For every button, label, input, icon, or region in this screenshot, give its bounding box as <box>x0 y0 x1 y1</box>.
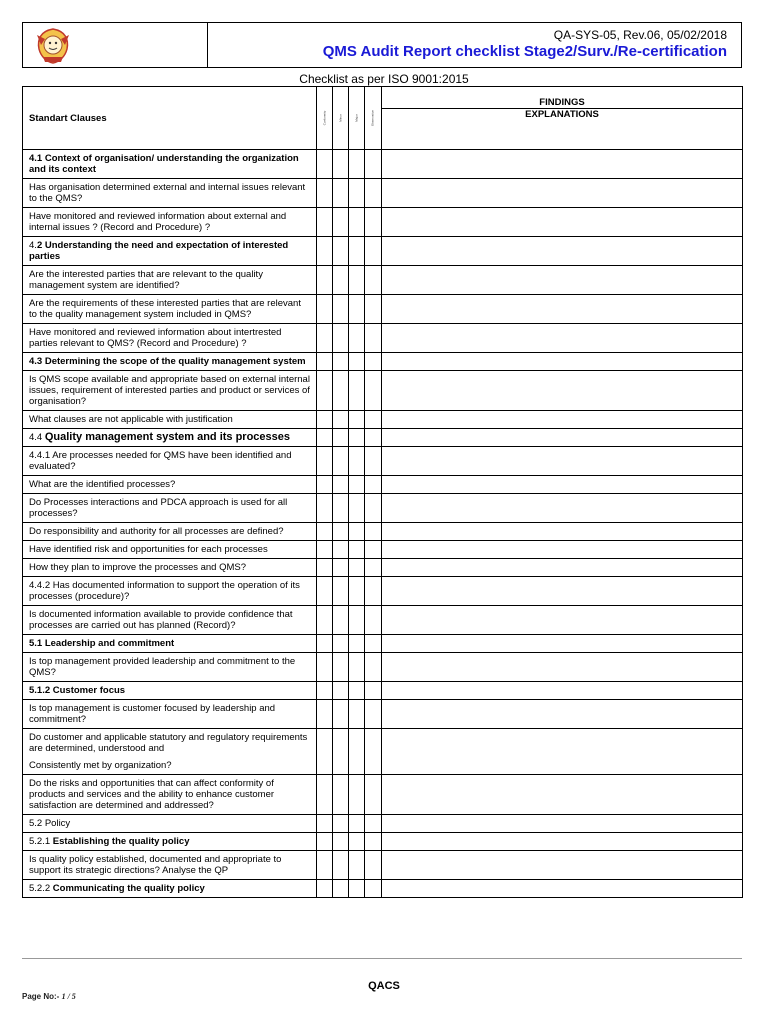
observation-cell[interactable] <box>365 179 382 208</box>
checklist-row <box>23 429 743 447</box>
clause-cell: 4.3 Determining the scope of the quality management system <box>23 353 317 371</box>
checklist-row <box>23 295 743 324</box>
checklist-row <box>23 606 743 635</box>
minor-cell[interactable] <box>333 494 349 523</box>
findings-cell[interactable] <box>382 411 743 429</box>
clause-cell: Has organisation determined external and internal issues relevant to the QMS? <box>23 179 317 208</box>
clause-number: 4. <box>29 240 37 251</box>
clause-cell: Is quality policy established, documented and appropriate to support its strategic directions? Analyse the QP <box>23 851 317 880</box>
clause-cell: Is top management provided leadership and commitment to the QMS? <box>23 653 317 682</box>
clause-number: 4.4 <box>29 432 43 443</box>
clause-cell: 5.1.2 Customer focus <box>23 682 317 700</box>
major-cell[interactable] <box>349 635 365 653</box>
observation-cell[interactable] <box>365 700 382 729</box>
conformity-cell[interactable] <box>317 476 333 494</box>
minor-cell[interactable] <box>333 295 349 324</box>
minor-cell[interactable] <box>333 150 349 179</box>
major-cell[interactable] <box>349 606 365 635</box>
major-cell[interactable] <box>349 653 365 682</box>
clause-number: 5.2.1 <box>29 836 53 847</box>
major-cell[interactable] <box>349 815 365 833</box>
clause-title: Quality management system and its processes <box>44 431 291 443</box>
footer-org: QACS <box>368 980 400 992</box>
checklist-row <box>23 559 743 577</box>
findings-label: FINDINGS <box>382 87 742 109</box>
checklist-row <box>23 208 743 237</box>
minor-cell[interactable] <box>333 208 349 237</box>
minor-cell[interactable] <box>333 237 349 266</box>
observation-cell[interactable] <box>365 729 382 775</box>
findings-cell[interactable] <box>382 653 743 682</box>
clause-cell: Is QMS scope available and appropriate based on external internal issues, requirement of interested parties and product or services of organisation? <box>23 371 317 411</box>
conformity-cell[interactable] <box>317 851 333 880</box>
findings-cell[interactable] <box>382 208 743 237</box>
findings-cell[interactable] <box>382 833 743 851</box>
major-cell[interactable] <box>349 295 365 324</box>
minor-cell[interactable] <box>333 411 349 429</box>
checklist-row <box>23 371 743 411</box>
clause-cell: 4.4.2 Has documented information to support the operation of its processes (procedure)? <box>23 577 317 606</box>
checklist-table <box>22 86 743 898</box>
checklist-row <box>23 541 743 559</box>
observation-cell[interactable] <box>365 476 382 494</box>
conformity-cell[interactable] <box>317 411 333 429</box>
checklist-row <box>23 577 743 606</box>
checklist-row <box>23 635 743 653</box>
checklist-row <box>23 833 743 851</box>
major-cell[interactable] <box>349 324 365 353</box>
clause-cell <box>23 880 317 898</box>
conformity-cell[interactable] <box>317 775 333 815</box>
observation-cell[interactable] <box>365 815 382 833</box>
conformity-cell[interactable] <box>317 541 333 559</box>
clause-cell: Have monitored and reviewed information about intertrested parties relevant to QMS? (Record and Procedure) ? <box>23 324 317 353</box>
observation-cell[interactable] <box>365 266 382 295</box>
major-cell[interactable] <box>349 729 365 775</box>
conformity-cell[interactable] <box>317 559 333 577</box>
major-cell[interactable] <box>349 775 365 815</box>
clause-cell: 5.2 Policy <box>23 815 317 833</box>
table-header-row <box>23 87 743 150</box>
observation-cell[interactable] <box>365 208 382 237</box>
logo-cell <box>23 23 208 67</box>
minor-cell[interactable] <box>333 266 349 295</box>
observation-cell[interactable] <box>365 880 382 898</box>
major-cell[interactable] <box>349 682 365 700</box>
checklist-row <box>23 237 743 266</box>
major-cell[interactable] <box>349 179 365 208</box>
checklist-row <box>23 729 743 775</box>
findings-cell[interactable] <box>382 324 743 353</box>
observation-cell[interactable] <box>365 851 382 880</box>
column-header-observation: Observation <box>365 87 382 150</box>
findings-cell[interactable] <box>382 494 743 523</box>
major-cell[interactable] <box>349 523 365 541</box>
observation-cell[interactable] <box>365 775 382 815</box>
checklist-row <box>23 815 743 833</box>
conformity-cell[interactable] <box>317 880 333 898</box>
major-cell[interactable] <box>349 541 365 559</box>
clause-cell: Do Processes interactions and PDCA approach is used for all processes? <box>23 494 317 523</box>
minor-cell[interactable] <box>333 371 349 411</box>
explanations-label: EXPLANATIONS <box>525 109 599 120</box>
findings-cell[interactable] <box>382 371 743 411</box>
observation-cell[interactable] <box>365 653 382 682</box>
major-cell[interactable] <box>349 353 365 371</box>
conformity-cell[interactable] <box>317 577 333 606</box>
minor-cell[interactable] <box>333 682 349 700</box>
conformity-cell[interactable] <box>317 179 333 208</box>
findings-cell[interactable] <box>382 237 743 266</box>
company-logo-icon <box>31 25 75 65</box>
checklist-row <box>23 150 743 179</box>
findings-cell[interactable] <box>382 179 743 208</box>
checklist-subtitle: Checklist as per ISO 9001:2015 <box>299 72 469 86</box>
conformity-cell[interactable] <box>317 815 333 833</box>
checklist-row <box>23 324 743 353</box>
conformity-cell[interactable] <box>317 266 333 295</box>
conformity-cell[interactable] <box>317 833 333 851</box>
minor-cell[interactable] <box>333 729 349 775</box>
conformity-cell[interactable] <box>317 606 333 635</box>
findings-cell[interactable] <box>382 851 743 880</box>
major-cell[interactable] <box>349 880 365 898</box>
findings-cell[interactable] <box>382 559 743 577</box>
major-cell[interactable] <box>349 371 365 411</box>
observation-cell[interactable] <box>365 295 382 324</box>
minor-cell[interactable] <box>333 635 349 653</box>
observation-cell[interactable] <box>365 411 382 429</box>
minor-cell[interactable] <box>333 833 349 851</box>
findings-cell[interactable] <box>382 700 743 729</box>
clause-text: Do customer and applicable statutory and regulatory requirements are determined, understood and <box>29 732 308 754</box>
clause-cell: Do the risks and opportunities that can affect conformity of products and services and the ability to enhance customer satisfaction are determined and addressed? <box>23 775 317 815</box>
major-cell[interactable] <box>349 208 365 237</box>
findings-cell[interactable] <box>382 577 743 606</box>
major-cell[interactable] <box>349 447 365 476</box>
observation-cell[interactable] <box>365 523 382 541</box>
major-cell[interactable] <box>349 150 365 179</box>
clause-cell: Have identified risk and opportunities for each processes <box>23 541 317 559</box>
observation-cell[interactable] <box>365 833 382 851</box>
page-number <box>22 992 76 1001</box>
checklist-row <box>23 523 743 541</box>
major-cell[interactable] <box>349 411 365 429</box>
major-cell[interactable] <box>349 476 365 494</box>
clause-text-continued: Consistently met by organization? <box>29 760 172 771</box>
clause-title: Communicating the quality policy <box>52 883 205 894</box>
major-cell[interactable] <box>349 559 365 577</box>
conformity-cell[interactable] <box>317 295 333 324</box>
minor-cell[interactable] <box>333 324 349 353</box>
minor-cell[interactable] <box>333 653 349 682</box>
findings-cell[interactable] <box>382 729 743 775</box>
observation-cell[interactable] <box>365 447 382 476</box>
observation-cell[interactable] <box>365 682 382 700</box>
findings-cell[interactable] <box>382 606 743 635</box>
clause-cell: Are the requirements of these interested parties that are relevant to the quality management system included in QMS? <box>23 295 317 324</box>
clause-cell <box>23 237 317 266</box>
findings-cell[interactable] <box>382 541 743 559</box>
findings-cell[interactable] <box>382 353 743 371</box>
checklist-row <box>23 880 743 898</box>
minor-cell[interactable] <box>333 606 349 635</box>
conformity-cell[interactable] <box>317 237 333 266</box>
conformity-cell[interactable] <box>317 523 333 541</box>
observation-cell[interactable] <box>365 635 382 653</box>
findings-cell[interactable] <box>382 295 743 324</box>
document-header <box>22 22 742 68</box>
findings-cell[interactable] <box>382 447 743 476</box>
minor-cell[interactable] <box>333 541 349 559</box>
checklist-row <box>23 700 743 729</box>
minor-cell[interactable] <box>333 559 349 577</box>
conformity-cell[interactable] <box>317 208 333 237</box>
checklist-row <box>23 851 743 880</box>
conformity-cell[interactable] <box>317 700 333 729</box>
major-cell[interactable] <box>349 494 365 523</box>
observation-cell[interactable] <box>365 371 382 411</box>
checklist-row <box>23 494 743 523</box>
page-number-value: 1 / 5 <box>61 992 76 1001</box>
minor-cell[interactable] <box>333 880 349 898</box>
findings-cell[interactable] <box>382 266 743 295</box>
minor-cell[interactable] <box>333 775 349 815</box>
minor-cell[interactable] <box>333 476 349 494</box>
column-header-major: Major <box>349 87 365 150</box>
observation-cell[interactable] <box>365 237 382 266</box>
conformity-cell[interactable] <box>317 653 333 682</box>
major-cell[interactable] <box>349 237 365 266</box>
findings-cell[interactable] <box>382 815 743 833</box>
major-cell[interactable] <box>349 700 365 729</box>
observation-cell[interactable] <box>365 494 382 523</box>
clause-cell <box>23 833 317 851</box>
conformity-cell[interactable] <box>317 324 333 353</box>
checklist-row <box>23 682 743 700</box>
checklist-row <box>23 179 743 208</box>
column-header-minor: Minor <box>333 87 349 150</box>
minor-cell[interactable] <box>333 447 349 476</box>
observation-cell[interactable] <box>365 577 382 606</box>
findings-cell[interactable] <box>382 150 743 179</box>
minor-cell[interactable] <box>333 429 349 447</box>
clause-cell: Is top management is customer focused by leadership and commitment? <box>23 700 317 729</box>
clause-cell: 5.1 Leadership and commitment <box>23 635 317 653</box>
footer-divider <box>22 958 742 959</box>
checklist-row <box>23 476 743 494</box>
clause-title: 2 Understanding the need and expectation of interested parties <box>29 240 289 262</box>
conformity-cell[interactable] <box>317 429 333 447</box>
checklist-row <box>23 266 743 295</box>
minor-cell[interactable] <box>333 815 349 833</box>
findings-cell[interactable] <box>382 635 743 653</box>
clause-cell: What clauses are not applicable with justification <box>23 411 317 429</box>
findings-cell[interactable] <box>382 476 743 494</box>
checklist-row <box>23 411 743 429</box>
clause-cell: How they plan to improve the processes and QMS? <box>23 559 317 577</box>
conformity-cell[interactable] <box>317 635 333 653</box>
major-cell[interactable] <box>349 577 365 606</box>
checklist-row <box>23 775 743 815</box>
document-title: QMS Audit Report checklist Stage2/Surv./Re-certification <box>322 43 727 60</box>
conformity-cell[interactable] <box>317 371 333 411</box>
conformity-cell[interactable] <box>317 150 333 179</box>
minor-cell[interactable] <box>333 179 349 208</box>
observation-cell[interactable] <box>365 541 382 559</box>
column-header-conformity: Conformity <box>317 87 333 150</box>
minor-cell[interactable] <box>333 353 349 371</box>
findings-cell[interactable] <box>382 880 743 898</box>
page-number-label: Page No:- <box>22 992 60 1001</box>
observation-cell[interactable] <box>365 559 382 577</box>
major-cell[interactable] <box>349 851 365 880</box>
observation-cell[interactable] <box>365 150 382 179</box>
major-cell[interactable] <box>349 429 365 447</box>
clause-cell: Have monitored and reviewed information about external and internal issues ? (Record and Procedure) ? <box>23 208 317 237</box>
findings-cell[interactable] <box>382 429 743 447</box>
clause-cell: Is documented information available to provide confidence that processes are carried out has planned (Record)? <box>23 606 317 635</box>
conformity-cell[interactable] <box>317 447 333 476</box>
observation-cell[interactable] <box>365 324 382 353</box>
findings-cell[interactable] <box>382 775 743 815</box>
clause-cell <box>23 729 317 775</box>
findings-cell[interactable] <box>382 682 743 700</box>
clause-cell: 4.1 Context of organisation/ understanding the organization and its context <box>23 150 317 179</box>
checklist-row <box>23 353 743 371</box>
observation-cell[interactable] <box>365 429 382 447</box>
observation-cell[interactable] <box>365 353 382 371</box>
document-code: QA-SYS-05, Rev.06, 05/02/2018 <box>553 28 727 42</box>
clause-cell <box>23 429 317 447</box>
column-header-clauses: Standart Clauses <box>23 87 317 150</box>
clause-number: 5.2.2 <box>29 883 53 894</box>
clause-cell: What are the identified processes? <box>23 476 317 494</box>
major-cell[interactable] <box>349 266 365 295</box>
observation-cell[interactable] <box>365 606 382 635</box>
checklist-row <box>23 653 743 682</box>
minor-cell[interactable] <box>333 700 349 729</box>
minor-cell[interactable] <box>333 523 349 541</box>
checklist-body <box>23 150 743 898</box>
clause-cell: Are the interested parties that are relevant to the quality management system are identified? <box>23 266 317 295</box>
clause-cell: Do responsibility and authority for all processes are defined? <box>23 523 317 541</box>
clause-cell: 4.4.1 Are processes needed for QMS have been identified and evaluated? <box>23 447 317 476</box>
checklist-row <box>23 447 743 476</box>
conformity-cell[interactable] <box>317 729 333 775</box>
minor-cell[interactable] <box>333 577 349 606</box>
minor-cell[interactable] <box>333 851 349 880</box>
conformity-cell[interactable] <box>317 494 333 523</box>
clause-title: Establishing the quality policy <box>52 836 190 847</box>
column-header-findings <box>382 87 743 150</box>
major-cell[interactable] <box>349 833 365 851</box>
conformity-cell[interactable] <box>317 353 333 371</box>
findings-cell[interactable] <box>382 523 743 541</box>
checklist-table-wrapper <box>22 86 742 898</box>
conformity-cell[interactable] <box>317 682 333 700</box>
